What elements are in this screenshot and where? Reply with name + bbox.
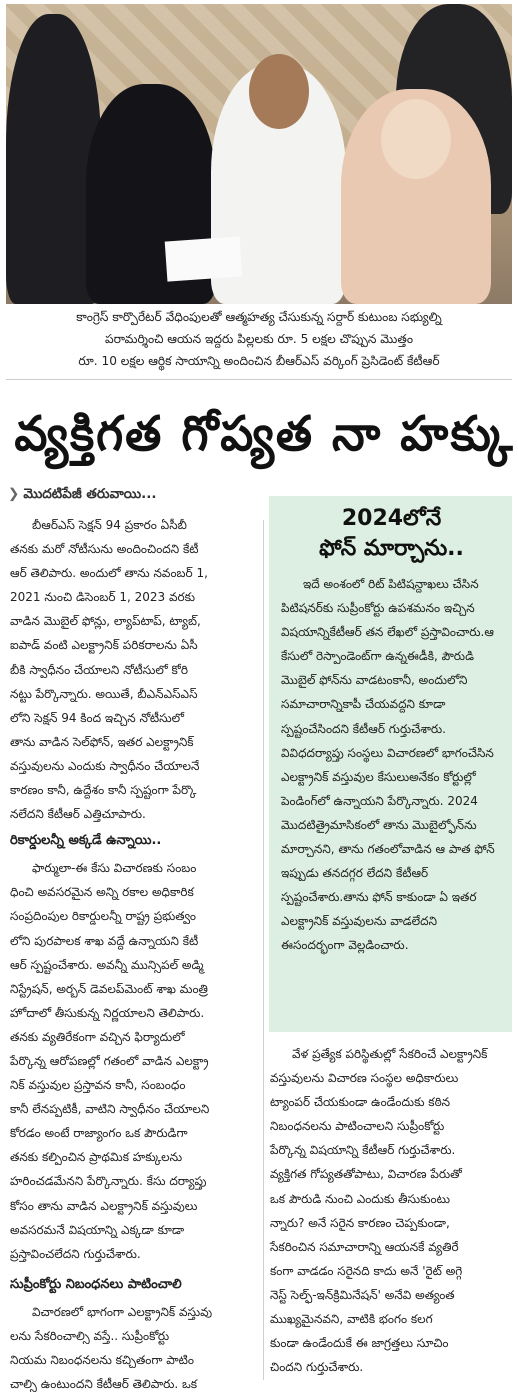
text-line: పేర్కొన్న విషయాన్ని కేటీఆర్ గుర్తుచేశారు. <box>270 1143 456 1158</box>
paragraph-2 <box>10 856 259 1266</box>
box-title: ఫోన్ మార్చాను.. <box>319 536 464 561</box>
text-line: వస్తువులను ఎందుకు స్వాధీనం చేయాలనే <box>10 758 200 773</box>
text-line: తనకు కల్పించిన ప్రాథమిక హక్కులను <box>10 1150 183 1165</box>
text-line: లను సేకరించాల్సి వస్తే.. సుప్రీంకోర్టు <box>10 1328 170 1343</box>
box-text-line: ఆ కేసులో రెస్పాండెంట్‌గా ఉన్న <box>281 625 494 664</box>
text-line: నిస్ట్రేషన్, అర్బన్ డెవలప్‌మెంట్ శాఖ మంత్రి <box>10 981 208 996</box>
text-line: లోని పురపాలక శాఖ వద్దే ఉన్నాయని కేటీ <box>10 933 199 948</box>
caption-line: రూ. 10 లక్షల ఆర్థిక సాయాన్ని అందించిన బీఆర్ఎస్ వర్కింగ్ ప్రెసిడెంట్ కేటీఆర్ <box>78 354 440 368</box>
text-line: ఆర్ తెలిపారు. అందులో తాను నవంబర్ 1, <box>10 566 208 581</box>
box-text-line: ఇదే అంశంలో రిట్ పిటిషన్ <box>303 577 428 591</box>
chevron-right-icon: ❯ <box>8 486 20 502</box>
text-line: ముఖ్యమైనవని, వాటికి భంగం కలగ <box>270 1312 433 1327</box>
text-line: కోరడం అంటే రాజ్యాంగం ఒక పౌరుడిగా <box>10 1126 188 1141</box>
box-text-line: యని పేర్కొన్నారు. 2024 మొదటి <box>281 793 478 832</box>
box-text-line: దర్యాప్తు సంస్థలు విచారణలో భాగం <box>306 745 468 760</box>
text-line: నిక్ వస్తువుల ప్రస్తావన కానీ, సంబంధం <box>10 1078 186 1093</box>
box-text-line: దని కేటీఆర్ గుర్తుచేశారు. వివిధ <box>281 721 446 760</box>
text-line: అవసరమనే విషయాన్ని ఎక్కడా కూడా <box>10 1222 185 1237</box>
text-line: హరించడమేనని పేర్కొన్నారు. కేసు దర్యాప్తు <box>10 1174 207 1189</box>
text-line: కుండా ఉండేందుకే ఈ జాగ్రత్తలు సూచిం <box>270 1336 449 1351</box>
text-line: ఫార్ములా-ఈ కేసు విచారణకు సంబం <box>32 861 197 876</box>
text-line: బీఆర్ఎస్ సెక్షన్ 94 ప్రకారం ఏసీబీ <box>32 518 187 532</box>
text-line: నలేదని కేటీఆర్ ఎత్తిచూపారు. <box>10 807 146 822</box>
subheading-supreme-court: సుప్రీంకోర్టు నిబంధనలు పాటించాలి <box>10 1276 182 1292</box>
text-line: ట్యాంపర్ చేయకుండా ఉండేందుకు కఠిన <box>270 1095 451 1110</box>
text-line: ప్రస్తావించలేదని గుర్తుచేశారు. <box>10 1246 141 1261</box>
box-text-line: దగ్గర లేదని కేటీఆర్ స్పష్టంచేశారు. <box>281 866 429 905</box>
box-text-line: టంకానీ, అందులోని సమాచారాన్ని <box>281 673 468 712</box>
text-line: న్నారు? అనే సరైన కారణం చెప్పకుండా, <box>270 1215 450 1230</box>
text-line: కానీ లేనప్పటికీ, వాటిని స్వాధీనం చేయాలని <box>10 1102 210 1117</box>
text-line: చాల్సి ఉంటుందని కేటీఆర్ తెలిపారు. ఒక <box>10 1377 198 1392</box>
text-line: ధించి అవసరమైన అన్ని రకాల అధికారిక <box>10 885 194 900</box>
text-line: హోదాలో తీసుకున్న నిర్ణయాలని తెలిపారు. <box>10 1005 205 1020</box>
text-line: 2021 నుంచి డిసెంబర్ 1, 2023 వరకు <box>10 590 196 605</box>
text-line: వేళ ప్రత్యేక పరిస్థితుల్లో సేకరించే ఎలక్ట్రానిక్ <box>292 1047 488 1061</box>
subheading-records: రికార్డులన్నీ అక్కడే ఉన్నాయి.. <box>10 833 162 849</box>
column-divider <box>263 520 264 1380</box>
box-body <box>281 572 502 958</box>
box-text-line: కాపీ చేయవద్దని కూడా స్పష్టంచేసిం <box>281 697 446 736</box>
continued-kicker <box>8 486 156 508</box>
box-text-line: వాడిన ఆ పాత ఫోన్ ఇప్పుడు తన <box>281 842 495 881</box>
text-line: సంప్రదింపుల రికార్డులన్నీ రాష్ట్ర ప్రభుత్వం <box>10 909 196 924</box>
text-line: నెస్ట్ సెల్ఫ్-ఇన్‌క్రిమినేషన్' అనేవి అత్యంత <box>270 1287 455 1302</box>
article-headline: వ్యక్తిగత గోప్యత నా హక్కు <box>14 406 515 462</box>
paragraph-3 <box>10 1300 259 1396</box>
text-line: నిబంధనలను పాటించాలని సుప్రీంకోర్టు <box>270 1119 445 1134</box>
box-text-line: కోర్టు ఉపశమనం ఇచ్చిన విషయాన్ని <box>281 601 475 640</box>
text-line: బీకి స్వాధీనం చేయాలని నోటీసులో కోరి <box>10 662 188 677</box>
kicker-text: మొదటిపేజీ తరువాయి... <box>23 486 157 502</box>
box-text-line: సందర్భంగా వెల్లడించారు. <box>292 938 409 953</box>
box-title: 2024లోనే <box>341 506 442 531</box>
box-text-line: త్రైమాసికంలో తాను మొబైల్ <box>315 817 456 832</box>
paragraph-1 <box>10 513 259 826</box>
box-text-line: ఈడీకి, పౌరుడి మొబైల్ ఫోన్‌ను వాడ <box>281 649 474 688</box>
box-text-line: ఫోన్‌ను మార్చానని, తాను గతంలో <box>281 817 477 857</box>
person-head <box>381 99 451 179</box>
text-line: వ్యక్తిగత గోప్యతతోపాటు, విచారణ పేరుతో <box>270 1167 462 1182</box>
text-line: కంగా వాడడం సరైనది కాదు అనే 'రైట్ అగ్గె <box>270 1263 463 1278</box>
text-line: కారణం కానీ, ఉద్దేశం కానీ స్పష్టంగా పేర్కొ <box>10 783 197 798</box>
text-line: కోసం తాను వాడిన ఎలక్ట్రానిక్ వస్తువులు <box>10 1198 198 1213</box>
box-text-line: దాఖలు చేసిన పిటిషనర్‌కు సుప్రీం <box>281 577 479 616</box>
box-text-line: చేసిన ఎలక్ట్రానిక్ వస్తువుల కేసులు <box>281 745 494 784</box>
text-line: నట్టు పేర్కొన్నారు. అయితే, బీఎన్ఎస్ఎస్ <box>10 686 198 701</box>
news-photo <box>6 4 512 304</box>
box-text-line: అనేకం కోర్టుల్లో పెండింగ్‌లో ఉన్నా <box>281 769 476 808</box>
photo-caption <box>6 306 512 380</box>
right-column <box>270 1042 512 1379</box>
text-line: ఒక పౌరుడి నుంచి ఎందుకు తీసుకుంటు <box>270 1191 451 1206</box>
person-head <box>249 54 309 129</box>
text-line: తనకు మరో నోటీసును అందించిందని కేటీ <box>10 542 199 557</box>
text-line: ఐపాడ్ వంటి ఎలక్ట్రానిక్ పరికరాలను ఏసీ <box>10 638 198 653</box>
caption-line: పరామర్శించి ఆయన ఇద్దరు పిల్లలకు రూ. 5 లక్షల చొప్పున మొత్తం <box>105 332 413 346</box>
sidebar-box <box>269 496 512 1032</box>
text-line: విచారణలో భాగంగా ఎలక్ట్రానిక్ వస్తువు <box>32 1304 213 1319</box>
text-line: తాను వాడిన సెల్‌ఫోన్, ఇతర ఎలక్ట్రానిక్ <box>10 734 194 749</box>
text-line: వాడిన మొబైల్ ఫోన్లు, ల్యాప్‌టాప్, ట్యాబ్, <box>10 614 201 629</box>
document-in-hand <box>165 236 243 281</box>
text-line: లోని సెక్షన్ 94 కింద ఇచ్చిన నోటీసులో <box>10 710 185 725</box>
text-line: పేర్కొన్న ఆరోపణల్లో గతంలో వాడిన ఎలక్ట్రా <box>10 1053 209 1068</box>
text-line: నియమ నిబంధనలను కచ్చితంగా పాటిం <box>10 1353 194 1367</box>
left-column <box>10 513 259 1396</box>
text-line: ఆర్ స్పష్టంచేశారు. అవన్నీ మున్సిపల్ అడ్మి <box>10 957 204 972</box>
caption-line: కాంగ్రెస్ కార్పొరేటర్ వేధింపులతో ఆత్మహత్య చేసుకున్న సర్దార్ కుటుంబ సభ్యుల్ని <box>76 310 442 324</box>
box-text-line: తాను ఫోన్ కాకుండా ఏ ఇతర ఎల <box>281 890 477 929</box>
text-line: తనకు వ్యతిరేకంగా వచ్చిన ఫిర్యాదులో <box>10 1029 185 1044</box>
box-text-line: కేటీఆర్ తన లేఖలో ప్రస్తావించారు. <box>329 625 485 640</box>
box-text-line: క్ట్రానిక్ వస్తువులను వాడలేదని ఈ <box>281 914 438 953</box>
text-line: వస్తువులను విచారణ సంస్థల అధికారులు <box>270 1071 459 1086</box>
text-line: సేకరించిన సమాచారాన్ని ఆయనకే వ్యతిరే <box>270 1239 459 1254</box>
text-line: చిందని గుర్తుచేశారు. <box>270 1360 364 1375</box>
